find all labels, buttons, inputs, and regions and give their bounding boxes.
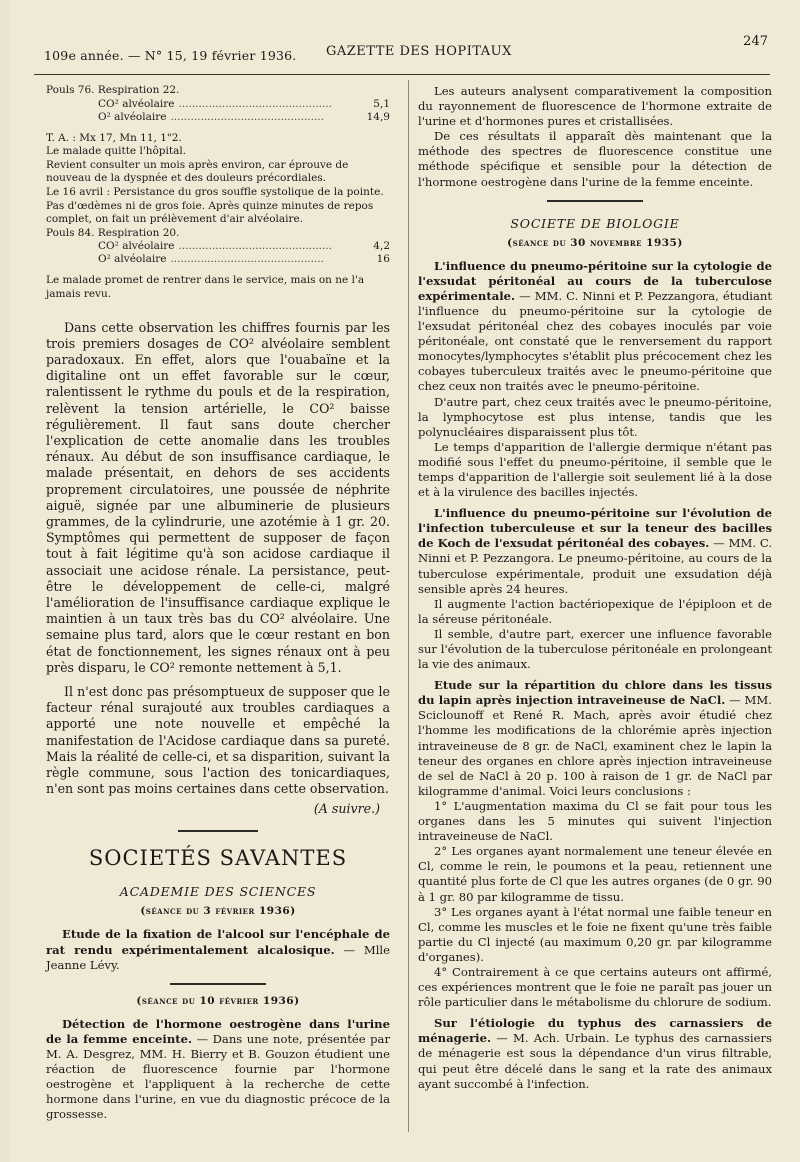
report-entry (46, 1017, 390, 1123)
measure-value: 14,9 (366, 110, 390, 123)
session-date: (séance du 10 février 1936) (136, 994, 300, 1007)
body-paragraph: Le temps d'apparition de l'allergie dermique n'étant pas modifié sous l'effet du pneumo-péritoine, il semble que le temps d'apparition de l'allergie soit seulement lié à la dose et à la virulence des bacilles injectés. (418, 439, 772, 500)
header-rule (34, 74, 770, 75)
conclusion-item: 2° Les organes ayant normalement une teneur élevée en Cl, comme le rein, le poumons et la peau, retiennent une quantité plus forte de Cl que les autres organes (de 0 gr. 90 à 1 gr. 80 par kilogramme de tissu. (418, 844, 772, 904)
session-rule (170, 983, 266, 985)
measure-row (46, 253, 390, 266)
conclusion-item: 4° Contrairement à ce que certains auteurs ont affirmé, ces expériences montrent que le foie ne paraît pas jouer un rôle particulier dans le métabolisme du chlorure de sodium. (418, 964, 772, 1010)
body-paragraph: Il augmente l'action bactériopexique de l'épiploon et de la séreuse péritonéale. (418, 596, 772, 626)
report-title: L'influence du pneumo-péritoine sur la cytologie de l'exsudat péritonéal au cours de la tuberculose expérimentale. (418, 258, 772, 303)
report-text: — MM. Sciclounoff et René R. Mach, après avoir étudié chez l'homme les modifications de la chlorémie après injection intraveineuse de 8 gr. de NaCl, examinent chez le lapin la teneur des organes en chlore après injection intraveineuse de sel de NaCl à 20 p. 100 à raison de 1 gr. de NaCl par kilogramme d'animal. Voici leurs conclusions : (418, 693, 772, 798)
report-entry (418, 678, 772, 799)
report-title: Etude sur la répartition du chlore dans les tissus du lapin après injection intraveineuse de NaCl. (418, 678, 772, 708)
report-title: Détection de l'hormone oestrogène dans l'urine de la femme enceinte. (46, 1016, 390, 1046)
measure-label: O² alvéolaire (98, 253, 167, 266)
report-text: — MM. C. Ninni et P. Pezzangora, étudiant l'influence du pneumo-péritoine sur la cytologie de l'exsudat péritonéal chez des cobayes inoculés par voie péritonéale, ont constaté que le renversement du rapport monocytes/lymphocytes s'établit plus précocement chez les cobayes tuberculeux traités avec le pneumo-péritoine que chez ceux non traités avec le pneumo-péritoine. (418, 288, 773, 394)
report-title: Sur l'étiologie du typhus des carnassiers de ménagerie. (418, 1016, 772, 1046)
leader-dots: .............................................. (178, 240, 333, 253)
section-rule (178, 830, 258, 832)
leader-dots: .............................................. (170, 110, 324, 123)
report-text: — MM. C. Ninni et P. Pezzangora. Le pneumo-péritoine, au cours de la tuberculose expérimentale, produit une exsudation déjà sensible après 24 heures. (418, 536, 772, 596)
page-header (34, 34, 770, 74)
society-title: SOCIETE DE BIOLOGIE (510, 215, 680, 231)
leader-dots: .............................................. (170, 253, 324, 266)
journal-title: GAZETTE DES HOPITAUX (326, 44, 512, 59)
section-title: SOCIETÉS SAVANTES (88, 846, 348, 871)
report-title: Etude de la fixation de l'alcool sur l'encéphale de rat rendu expérimentalement alcalosique. (46, 927, 390, 957)
right-column (418, 84, 772, 1092)
note-paragraph: Revient consulter un mois après environ, car éprouve de nouveau de la dyspnée et des douleurs précordiales. (46, 158, 349, 185)
report-text: — Dans une note, présentée par M. A. Desgrez, MM. H. Bierry et B. Gouzon étudient une réaction de fluorescence fournie par l'hormone oestrogène et l'appliquent à la recherche de cette hormone dans l'urine, en vue du diagnostic précoce de la grossesse. (46, 1031, 391, 1122)
tension-line: T. A. : Mx 17, Mn 11, 1"2. (46, 131, 182, 144)
body-paragraph: Il n'est donc pas présomptueux de supposer que le facteur rénal surajouté aux troubles cardiaques a apporté une note nouvelle et empêché la manifestation de l'Acidose cardiaque dans sa pureté. Mais la réalité de celle-ci, et sa disparition, suivant la règle commune, sous l'action des tonicardiaques, n'en sont pas moins certaines dans cette observation. (46, 684, 390, 797)
report-title: L'influence du pneumo-péritoine sur l'évolution de l'infection tuberculeuse et sur la teneur des bacilles de Koch de l'exsudat péritonéal des cobayes. (418, 506, 772, 551)
body-paragraph: Les auteurs analysent comparativement la composition du rayonnement de fluorescence de l'hormone extraite de l'urine et d'hormones pures et cristallisées. (418, 84, 772, 129)
measure-label: CO² alvéolaire (98, 97, 175, 110)
leader-dots: .............................................. (178, 97, 333, 110)
report-entry (418, 1016, 772, 1091)
issue-info: 109e année. — N° 15, 19 février 1936. (44, 48, 297, 63)
measure-row (46, 240, 390, 253)
page-number: 247 (743, 34, 768, 49)
measure-row (46, 98, 390, 111)
academy-title: ACADEMIE DES SCIENCES (119, 884, 317, 900)
measure-row (46, 111, 390, 124)
session-date: (séance du 3 février 1936) (140, 905, 296, 918)
report-entry (418, 506, 772, 597)
pulse-line-1: Pouls 76. Respiration 22. (46, 84, 180, 96)
body-paragraph: D'autre part, chez ceux traités avec le pneumo-péritoine, la lymphocytose est plus intense, tandis que les polynucléaires disparaissent plus tôt. (418, 394, 772, 439)
session-date: (séance du 30 novembre 1935) (507, 236, 683, 249)
measure-value: 5,1 (373, 97, 390, 110)
report-text: — M. Ach. Urbain. Le typhus des carnassiers de ménagerie est sous la dépendance d'un virus filtrable, qui peut être décelé dans le sang et la rate des animaux ayant succombé à l'infection. (418, 1031, 772, 1091)
note-paragraph: Le malade quitte l'hôpital. (46, 145, 187, 158)
to-be-continued: (A suivre.) (313, 801, 380, 817)
body-paragraph: Dans cette observation les chiffres fournis par les trois premiers dosages de CO² alvéolaire semblent paradoxaux. En effet, alors que l'ouabaïne et la digitaline ont un effet favorable sur le cœur, ralentissent le rythme du pouls et de la respiration, relèvent la tension artérielle, le CO² baisse régulièrement. Il faut sans doute chercher l'explication de cette anomalie dans les troubles rénaux. Au début de son insuffisance cardiaque, le malade présentait, en dehors de ses accidents proprement circulatoires, une poussée de néphrite aiguë, signée par une albuminerie de plusieurs grammes, de la cylindrurie, une azotémie à 1 gr. 20. Symptômes qui permettent de supposer de façon tout à fait légitime qu'à son acidose cardiaque il associait une acidose rénale. La persistance, peut-être le développement de celle-ci, malgré l'amélioration de l'insuffisance cardiaque explique le maintien à un taux très bas du CO² alvéolaire. Une semaine plus tard, alors que le cœur restant en bon état de fonctionnement, les signes rénaux ont à peu près disparu, le CO² remonte nettement à 5,1. (46, 319, 390, 675)
report-author: — Mlle Jeanne Lévy. (46, 942, 390, 972)
section-rule (547, 200, 643, 202)
note-paragraph: Le 16 avril : Persistance du gros souffle systolique de la pointe. Pas d'œdèmes ni de gros foie. Après quinze minutes de repos complet, on fait un prélèvement d'air alvéolaire. (46, 185, 384, 226)
measure-label: CO² alvéolaire (98, 240, 175, 253)
measure-label: O² alvéolaire (98, 110, 167, 123)
column-divider (408, 80, 409, 1132)
measure-value: 4,2 (373, 240, 390, 253)
conclusion-item: 1° L'augmentation maxima du Cl se fait pour tous les organes dans les 5 minutes qui suivent l'injection intraveineuse de NaCl. (418, 798, 772, 844)
conclusion-item: 3° Les organes ayant à l'état normal une faible teneur en Cl, comme les muscles et le foie ne fixent qu'une très faible partie du Cl injecté (au maximum 0,20 gr. par kilogramme d'organes). (418, 904, 772, 964)
note-paragraph: Le malade promet de rentrer dans le service, mais on ne l'a jamais revu. (46, 274, 365, 300)
measure-value: 16 (376, 253, 390, 266)
body-paragraph: Il semble, d'autre part, exercer une influence favorable sur l'évolution de la tuberculose péritonéale en prolongeant la vie des animaux. (418, 626, 772, 672)
case-notes (46, 84, 390, 302)
body-paragraph: De ces résultats il apparaît dès maintenant que la méthode des spectres de fluorescence constitue une méthode spécifique et sensible pour la détection de l'hormone oestrogène dans l'urine de la femme enceinte. (418, 129, 772, 189)
report-entry (46, 927, 390, 972)
newspaper-page (10, 0, 800, 1162)
pulse-line-2: Pouls 84. Respiration 20. (46, 226, 180, 239)
report-entry (418, 259, 772, 395)
left-column (46, 84, 390, 1122)
